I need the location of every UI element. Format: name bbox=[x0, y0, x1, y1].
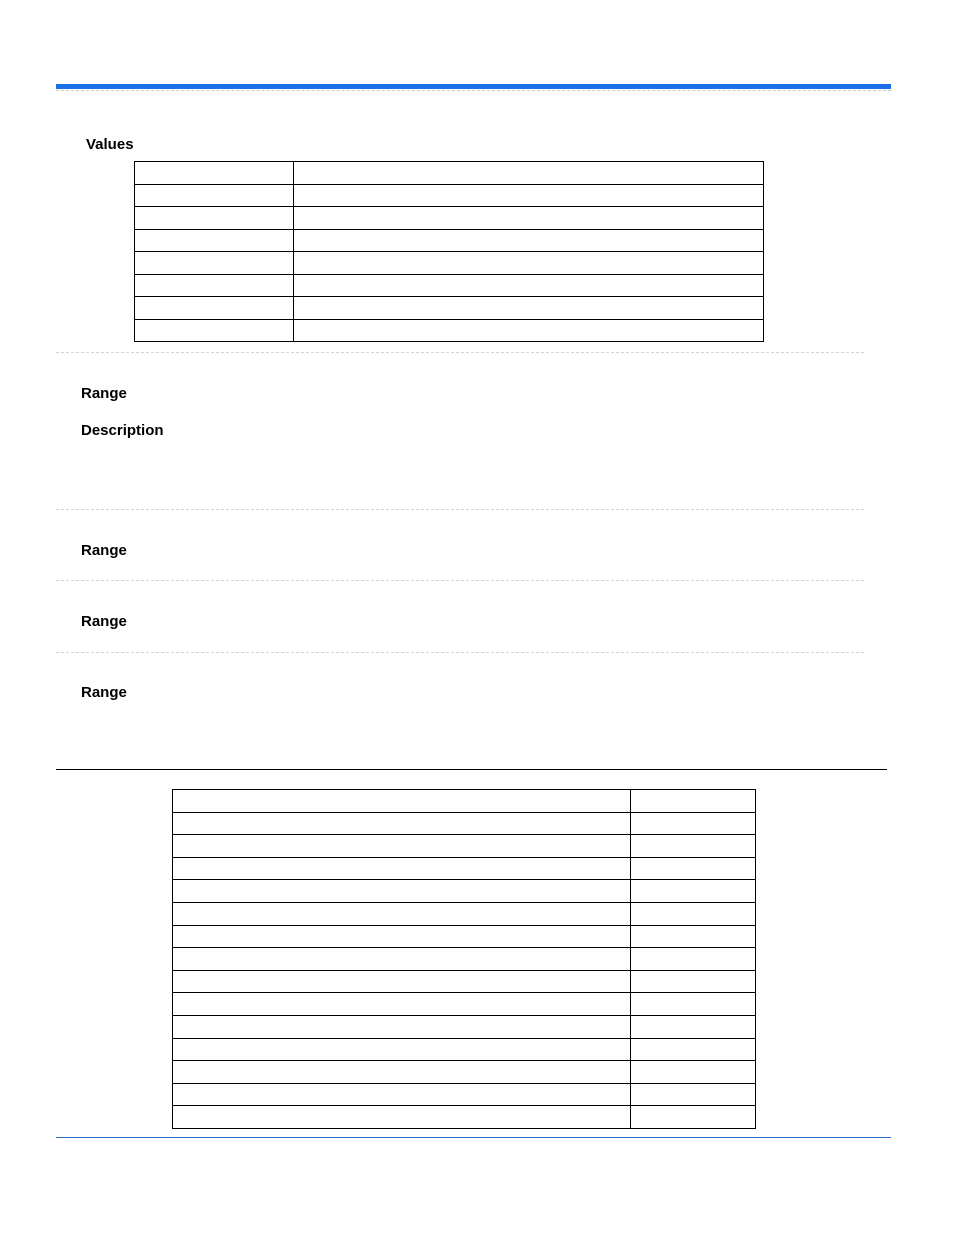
table-row bbox=[173, 993, 756, 1016]
table-cell bbox=[135, 297, 294, 320]
table-row bbox=[173, 790, 756, 813]
table-row bbox=[135, 252, 764, 275]
table-cell bbox=[173, 993, 631, 1016]
section-separator bbox=[56, 509, 864, 510]
table-cell bbox=[294, 252, 764, 275]
table-row bbox=[135, 319, 764, 342]
table-row bbox=[173, 948, 756, 971]
section-rule bbox=[56, 769, 887, 770]
table-row bbox=[173, 857, 756, 880]
table-cell bbox=[173, 925, 631, 948]
table-cell bbox=[173, 1015, 631, 1038]
table-row bbox=[173, 925, 756, 948]
table-row bbox=[173, 902, 756, 925]
table-cell bbox=[135, 162, 294, 185]
table-cell bbox=[631, 948, 756, 971]
table-cell bbox=[631, 902, 756, 925]
table-cell bbox=[135, 252, 294, 275]
table-row bbox=[173, 880, 756, 903]
table-cell bbox=[173, 1038, 631, 1061]
table-cell bbox=[631, 1061, 756, 1084]
table-cell bbox=[631, 1083, 756, 1106]
table-cell bbox=[173, 880, 631, 903]
table-cell bbox=[173, 902, 631, 925]
table-row bbox=[173, 1015, 756, 1038]
header-dashed-line bbox=[56, 90, 891, 91]
table-cell bbox=[135, 274, 294, 297]
footer-rule bbox=[56, 1137, 891, 1138]
table-cell bbox=[294, 184, 764, 207]
range-heading-4: Range bbox=[81, 684, 127, 701]
table-cell bbox=[135, 207, 294, 230]
table-row bbox=[135, 297, 764, 320]
table-cell bbox=[631, 812, 756, 835]
table-row bbox=[173, 1106, 756, 1129]
table-cell bbox=[631, 880, 756, 903]
range-heading-3: Range bbox=[81, 613, 127, 630]
table-row bbox=[173, 1083, 756, 1106]
range-heading-2: Range bbox=[81, 542, 127, 559]
table-row bbox=[173, 970, 756, 993]
table-row bbox=[173, 1061, 756, 1084]
section-separator bbox=[56, 352, 864, 353]
section-separator bbox=[56, 652, 864, 653]
table-cell bbox=[173, 857, 631, 880]
header-accent-bar bbox=[56, 84, 891, 89]
table-cell bbox=[294, 274, 764, 297]
bottom-table-body bbox=[173, 790, 756, 1129]
description-heading: Description bbox=[81, 422, 164, 439]
bottom-table bbox=[172, 789, 756, 1129]
table-cell bbox=[294, 207, 764, 230]
table-cell bbox=[173, 1061, 631, 1084]
table-cell bbox=[173, 1106, 631, 1129]
table-cell bbox=[631, 970, 756, 993]
table-row bbox=[135, 184, 764, 207]
table-row bbox=[135, 274, 764, 297]
table-cell bbox=[173, 812, 631, 835]
table-cell bbox=[631, 993, 756, 1016]
range-heading-1: Range bbox=[81, 385, 127, 402]
table-cell bbox=[135, 229, 294, 252]
table-cell bbox=[631, 925, 756, 948]
table-cell bbox=[631, 835, 756, 858]
table-cell bbox=[173, 948, 631, 971]
values-table-body bbox=[135, 162, 764, 342]
table-cell bbox=[294, 162, 764, 185]
table-cell bbox=[173, 970, 631, 993]
table-cell bbox=[173, 1083, 631, 1106]
table-cell bbox=[173, 835, 631, 858]
values-heading: Values bbox=[86, 136, 134, 153]
table-row bbox=[135, 207, 764, 230]
table-cell bbox=[173, 790, 631, 813]
table-row bbox=[173, 1038, 756, 1061]
table-row bbox=[173, 812, 756, 835]
table-cell bbox=[135, 184, 294, 207]
table-row bbox=[135, 229, 764, 252]
table-cell bbox=[631, 1038, 756, 1061]
table-cell bbox=[631, 857, 756, 880]
table-row bbox=[135, 162, 764, 185]
table-cell bbox=[631, 1015, 756, 1038]
table-cell bbox=[294, 297, 764, 320]
values-table bbox=[134, 161, 764, 342]
table-cell bbox=[631, 1106, 756, 1129]
section-separator bbox=[56, 580, 864, 581]
table-row bbox=[173, 835, 756, 858]
table-cell bbox=[294, 229, 764, 252]
table-cell bbox=[294, 319, 764, 342]
table-cell bbox=[135, 319, 294, 342]
table-cell bbox=[631, 790, 756, 813]
